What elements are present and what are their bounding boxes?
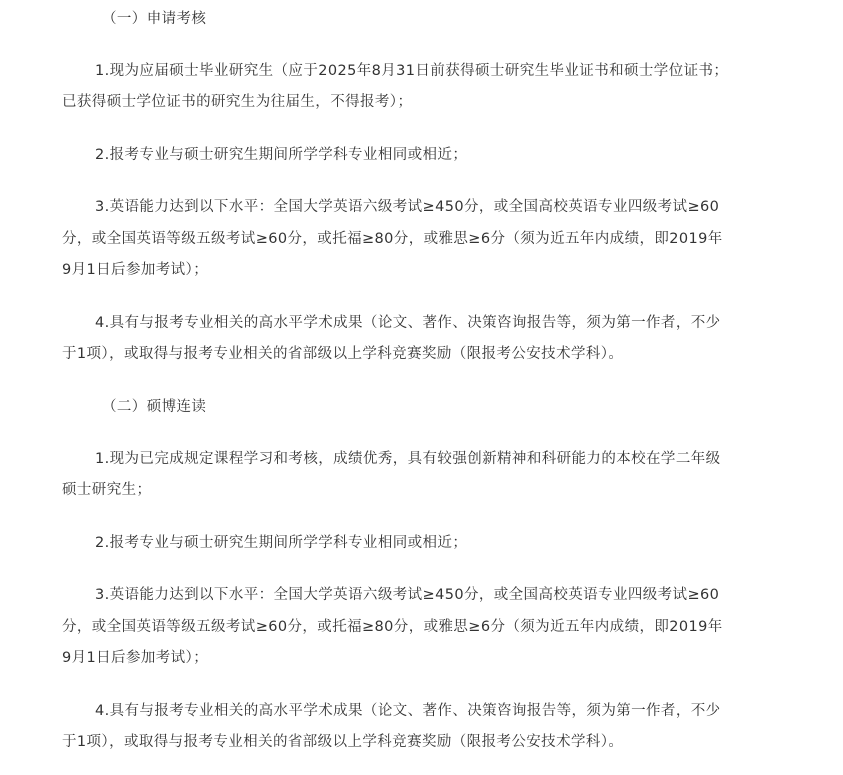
s1-item1-line2: 已获得硕士学位证书的研究生为往届生，不得报考）； — [62, 94, 413, 110]
s2-item4-line1: 4.具有与报考专业相关的高水平学术成果（论文、著作、决策咨询报告等，须为第一作者，不少 — [95, 703, 721, 719]
s2-item3-line3: 9月1日后参加考试）； — [62, 650, 209, 666]
s2-item1-line1: 1.现为已完成规定课程学习和考核，成绩优秀，具有较强创新精神和科研能力的本校在学二年级 — [95, 451, 721, 467]
s2-item4-line2: 于1项），或取得与报考专业相关的省部级以上学科竞赛奖励（限报考公安技术学科）。 — [62, 734, 624, 750]
s2-item2-line1: 2.报考专业与硕士研究生期间所学学科专业相同或相近； — [95, 535, 468, 551]
s1-item3-line2: 分，或全国英语等级五级考试≥60分，或托福≥80分，或雅思≥6分（须为近五年内成绩，即2019年 — [62, 231, 723, 247]
s2-item3-line2: 分，或全国英语等级五级考试≥60分，或托福≥80分，或雅思≥6分（须为近五年内成绩，即2019年 — [62, 619, 723, 635]
s2-item3-line1: 3.英语能力达到以下水平：全国大学英语六级考试≥450分，或全国高校英语专业四级考试≥60 — [95, 587, 720, 603]
section-heading-application-review: （一）申请考核 — [102, 11, 207, 27]
s2-item1-line2: 硕士研究生； — [62, 482, 152, 498]
s1-item2-line1: 2.报考专业与硕士研究生期间所学学科专业相同或相近； — [95, 147, 468, 163]
s1-item3-line3: 9月1日后参加考试）； — [62, 262, 209, 278]
s1-item3-line1: 3.英语能力达到以下水平：全国大学英语六级考试≥450分，或全国高校英语专业四级考试≥60 — [95, 199, 720, 215]
section-heading-master-doctoral: （二）硕博连读 — [102, 399, 207, 415]
s1-item4-line2: 于1项），或取得与报考专业相关的省部级以上学科竞赛奖励（限报考公安技术学科）。 — [62, 346, 624, 362]
s1-item1-line1: 1.现为应届硕士毕业研究生（应于2025年8月31日前获得硕士研究生毕业证书和硕士学位证书； — [95, 63, 729, 79]
s1-item4-line1: 4.具有与报考专业相关的高水平学术成果（论文、著作、决策咨询报告等，须为第一作者，不少 — [95, 315, 721, 331]
